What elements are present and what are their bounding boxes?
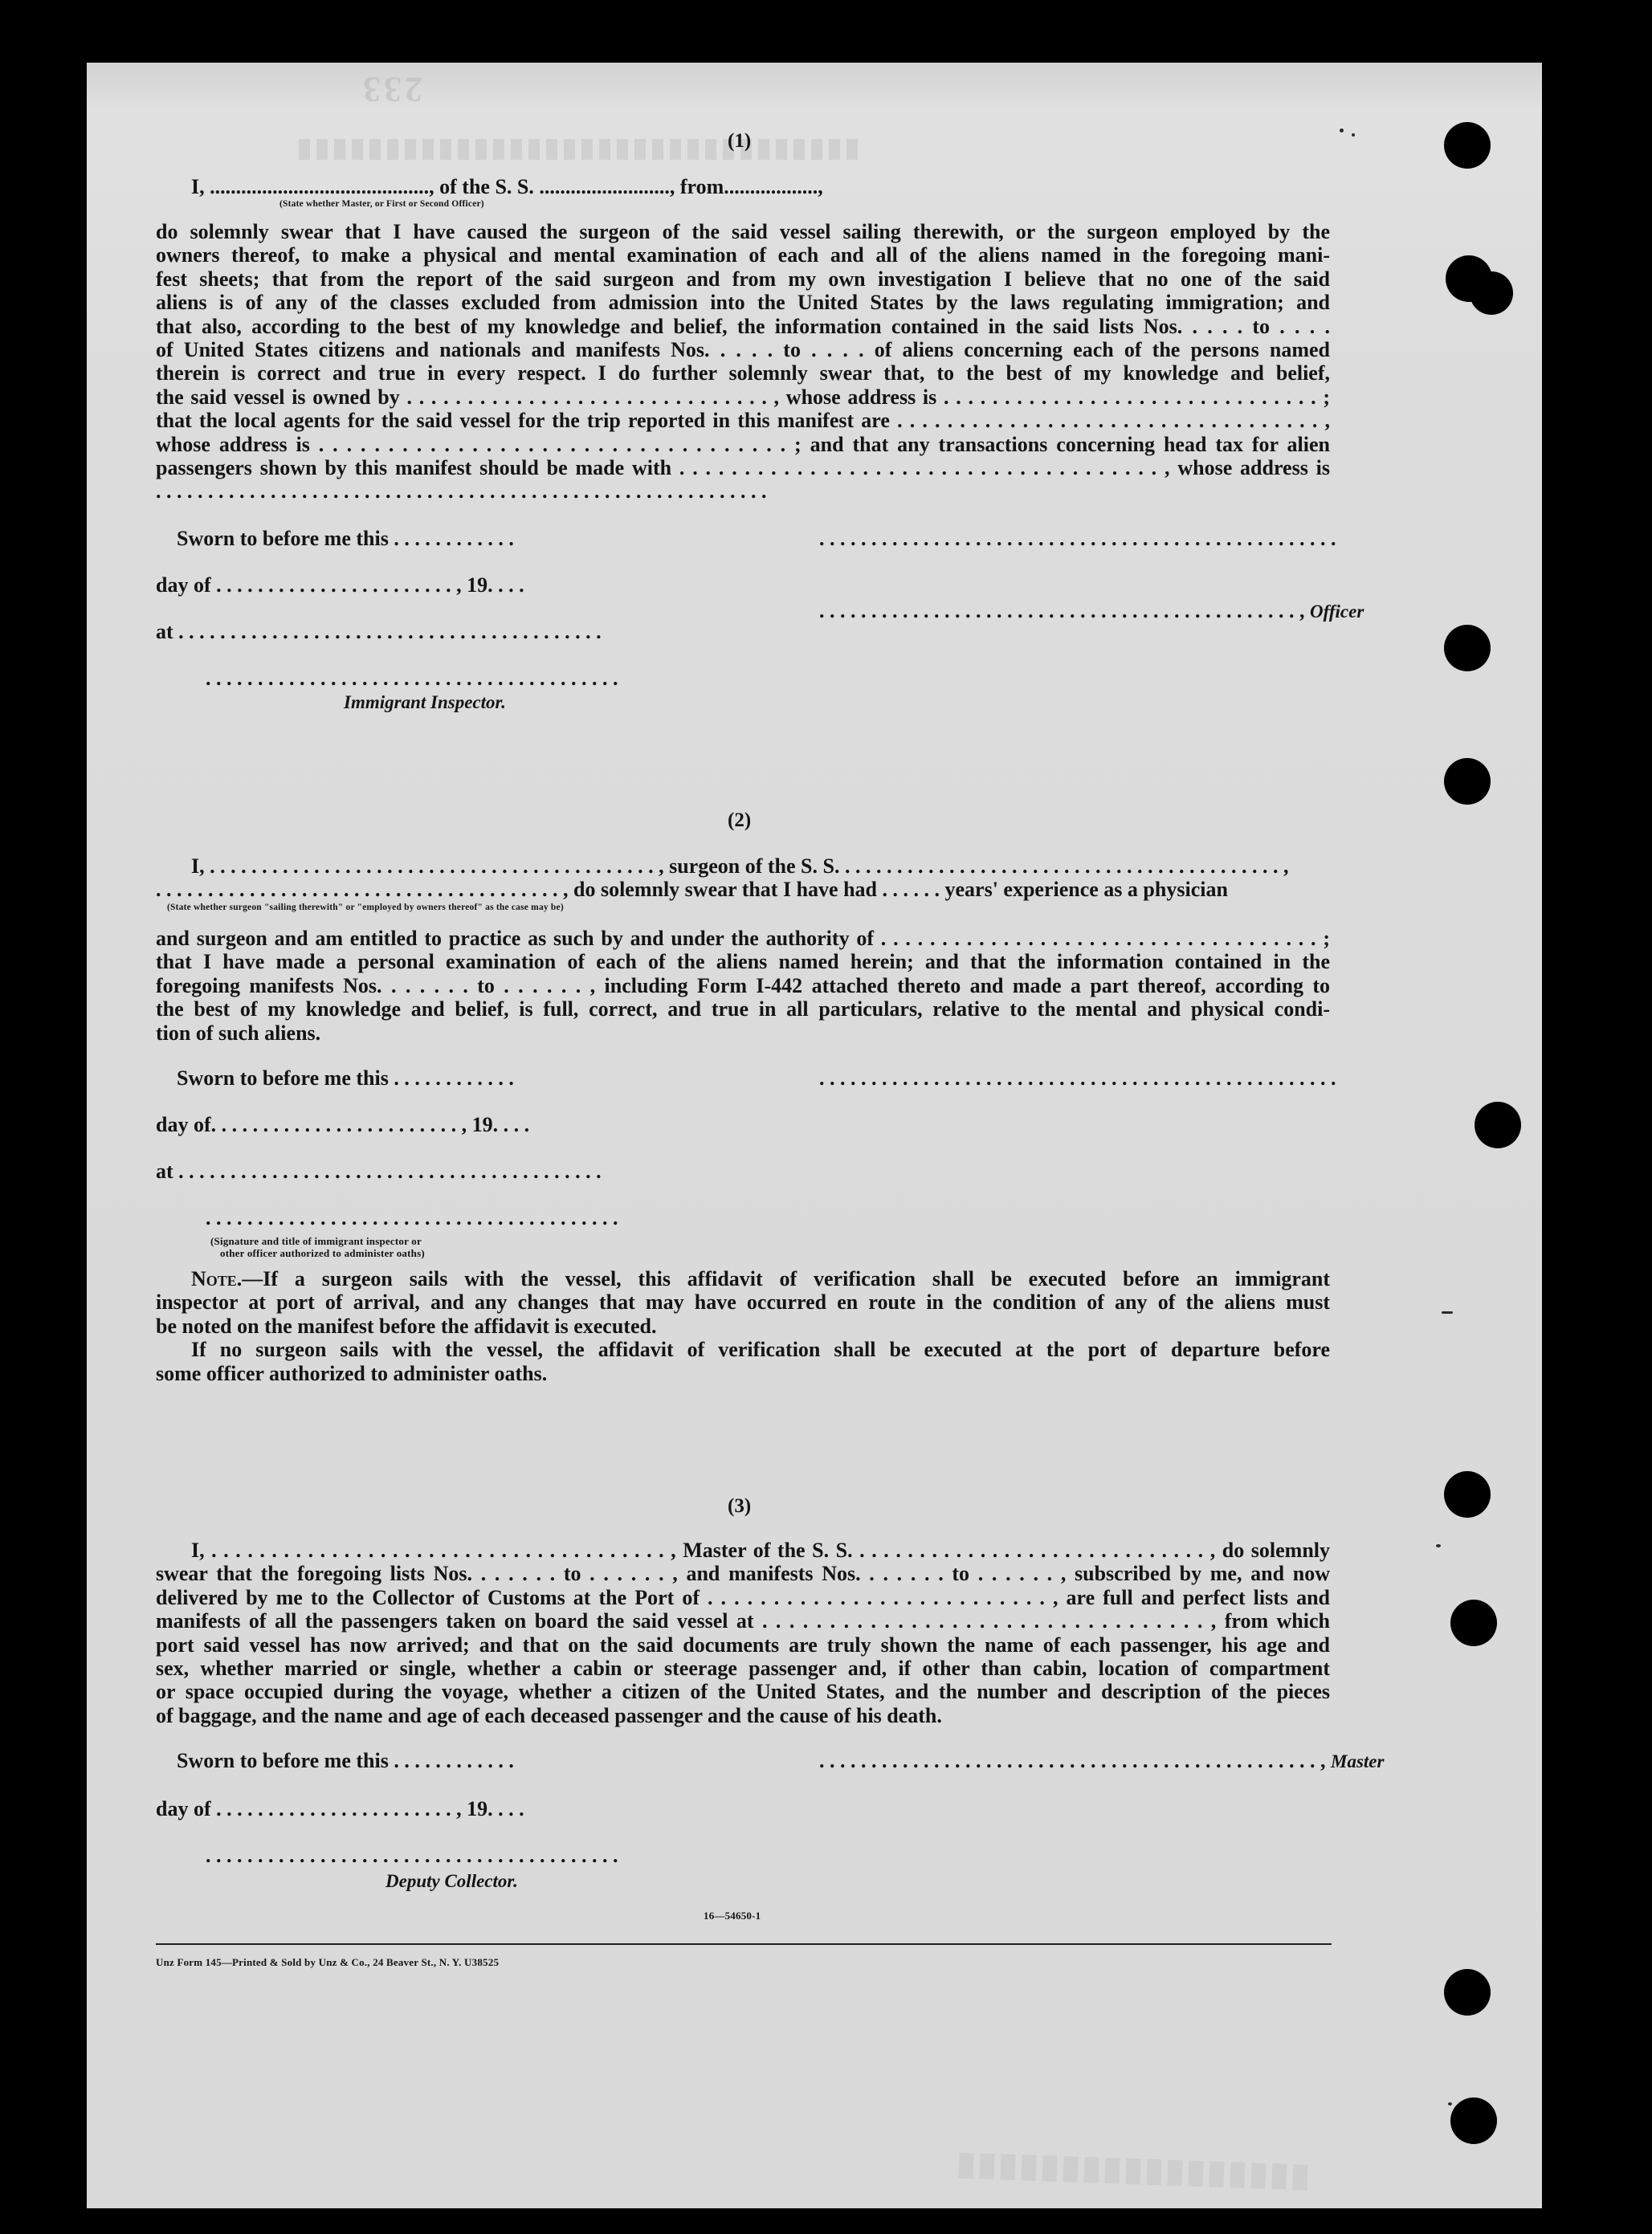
speck xyxy=(1442,1311,1453,1314)
speck xyxy=(1352,133,1355,137)
bleed-through-stamp: 233 xyxy=(360,70,422,109)
section-2-day-of-line: day of. . . . . . . . . . . . . . . . . . . . . . . . , 19. . . . xyxy=(156,1113,530,1136)
punch-hole xyxy=(1444,625,1491,671)
speck xyxy=(1448,2102,1452,2106)
section-3-sworn-line: Sworn to before me this . . . . . . . . . . . . xyxy=(177,1749,514,1772)
section-1-inspector-label: Immigrant Inspector. xyxy=(344,692,506,712)
form-number: 16—54650-1 xyxy=(704,1910,761,1922)
section-1-at-line: at . . . . . . . . . . . . . . . . . . . . . . . . . . . . . . . . . . . . . . . . . xyxy=(156,620,602,643)
section-3-day-of-line: day of . . . . . . . . . . . . . . . . . . . . . . . , 19. . . . xyxy=(156,1797,524,1820)
section-3-collector-dots: . . . . . . . . . . . . . . . . . . . . . . . . . . . . . . . . . . . . . . . . xyxy=(206,1844,618,1867)
section-2-note-paragraph: Note.—If a surgeon sails with the vessel, this affidavit of verification shall be executed before an immigrant inspector at port of arrival, and any changes that may have occurred en route in the condition of any of the aliens must be noted on the manifest before the affidavit is executed. If no surgeon sails with the vessel, the affidavit of verification shall be executed at the port of departure before some officer authorized to administer oaths. xyxy=(156,1267,1330,1385)
printer-footer: Unz Form 145—Printed & Sold by Unz & Co., 24 Beaver St., N. Y. U38525 xyxy=(156,1956,500,1968)
section-1-day-of-line: day of . . . . . . . . . . . . . . . . . . . . . . . , 19. . . . xyxy=(156,573,524,597)
section-2-signature-caption-1: (Signature and title of immigrant inspector or xyxy=(210,1235,422,1247)
section-1-signature-dots: . . . . . . . . . . . . . . . . . . . . . . . . . . . . . . . . . . . . . . . . . . . . . . . . . . xyxy=(819,527,1336,550)
section-3-heading: (3) xyxy=(728,1495,752,1517)
section-2-inspector-dots: . . . . . . . . . . . . . . . . . . . . . . . . . . . . . . . . . . . . . . . . xyxy=(206,1206,618,1229)
punch-hole xyxy=(1470,271,1513,315)
section-2-field-note: (State whether surgeon "sailing therewith" or "employed by owners thereof" as the case may be) xyxy=(167,903,564,912)
punch-hole xyxy=(1475,1102,1521,1148)
section-3-collector-label: Deputy Collector. xyxy=(385,1871,518,1891)
speck xyxy=(1340,128,1344,132)
punch-hole xyxy=(1444,758,1491,805)
section-2-second-line: . . . . . . . . . . . . . . . . . . . . . . . . . . . . . . . . . . . . . . . , do solemnly swear that I have had . . . . . . years' experience as a physician xyxy=(156,878,1228,901)
punch-hole xyxy=(1450,2097,1497,2144)
section-2-heading: (2) xyxy=(728,809,752,831)
section-2-at-line: at . . . . . . . . . . . . . . . . . . . . . . . . . . . . . . . . . . . . . . . . . xyxy=(156,1160,602,1183)
punch-hole xyxy=(1444,1969,1491,2016)
section-3-paragraph: I, . . . . . . . . . . . . . . . . . . . . . . . . . . . . . . . . . . . . . . , Master of the S. S. . . . . . . . . . . . . . . . . . . . . . . . . . . . . . , do solemnly swear that the foregoing lists Nos. . . . . . . to . . . . . . , and manifests Nos. . . . . . . to . . . . . . , subscribed by me, and now delivered by me to the Collector of Customs at the Port of . . . . . . . . . . . . . . . . . . . . . . . . . . , are full and perfect lists and manifests of all the passengers taken on board the said vessel at . . . . . . . . . . . . . . . . . . . . . . . . . . . . . . . . . , from which port said vessel has now arrived; and that on the said documents are truly shown the name of each passenger, his age and sex, whether married or single, whether a cabin or steerage passenger and, if other than cabin, location of compartment or space occupied during the voyage, whether a citizen of the United States, and the number and description of the pieces of baggage, and the name and age of each deceased passenger and the cause of his death. xyxy=(156,1539,1330,1727)
bleed-through-bottom xyxy=(954,2152,1308,2190)
document-page xyxy=(87,63,1542,2208)
section-1-paragraph: do solemnly swear that I have caused the surgeon of the said vessel sailing therewith, or the surgeon employed by the owners thereof, to make a physical and mental examination of each and all of the aliens named in the foregoing mani- fest sheets; that from the report of the said surgeon and from my own investigation I believe that no one of the said aliens is of any of the classes excluded from admission into the United States by the laws regulating immigration; and that also, according to the best of my knowledge and belief, the information contained in the said lists Nos. . . . . to . . . . of United States citizens and nationals and manifests Nos. . . . . to . . . . of aliens concerning each of the persons named therein is correct and true in every respect. I do further solemnly swear that, to the best of my knowledge and belief, the said vessel is owned by . . . . . . . . . . . . . . . . . . . . . . . . . . . . . . , whose address is . . . . . . . . . . . . . . . . . . . . . . . . . . . . . . . ; that the local agents for the said vessel for the trip reported in this manifest are . . . . . . . . . . . . . . . . . . . . . . . . . . . . . . . . . . , whose address is . . . . . . . . . . . . . . . . . . . . . . . . . . . . . . . . . . ; and that any transactions concerning head tax for alien passengers shown by this manifest should be made with . . . . . . . . . . . . . . . . . . . . . . . . . . . . . . . . . . . . . , whose address is . . . . . . . . . . . . . . . . . . . . . . . . . . . . . . . . . . . . . . . . . . . . . . . . . . . . . . . . . . . xyxy=(156,220,1330,503)
section-2-signature-caption-2: other officer authorized to administer oaths) xyxy=(220,1247,425,1259)
section-1-inspector-dots: . . . . . . . . . . . . . . . . . . . . . . . . . . . . . . . . . . . . . . . . xyxy=(206,667,618,690)
section-2-sworn-line: Sworn to before me this . . . . . . . . . . . . xyxy=(177,1066,514,1090)
section-1-heading: (1) xyxy=(728,130,752,152)
bleed-through-heading xyxy=(296,139,858,160)
section-2-signature-dots: . . . . . . . . . . . . . . . . . . . . . . . . . . . . . . . . . . . . . . . . . . . . . . . . . . xyxy=(819,1066,1336,1090)
section-2-paragraph: and surgeon and am entitled to practice as such by and under the authority of . . . . . . . . . . . . . . . . . . . . . . . . . . . . . . . . . . . . ; that I have made a personal examination of each of the aliens named herein; and that the information contained in the foregoing manifests Nos. . . . . . . to . . . . . . , including Form I-442 attached thereto and made a part thereof, according to the best of my knowledge and belief, is full, correct, and true in all particulars, relative to the mental and physical condi- tion of such aliens. xyxy=(156,927,1330,1045)
punch-hole xyxy=(1450,1600,1497,1646)
speck xyxy=(1436,1544,1441,1547)
footer-rule xyxy=(156,1943,1332,1945)
officer-label: Officer xyxy=(1310,601,1364,622)
section-1-officer-line: . . . . . . . . . . . . . . . . . . . . . . . . . . . . . . . . . . . . . . . . . . . . . . , Officer xyxy=(819,599,1364,622)
punch-hole xyxy=(1444,122,1491,169)
master-label: Master xyxy=(1331,1751,1385,1771)
section-1-sworn-line: Sworn to before me this . . . . . . . . . . . . xyxy=(177,527,514,550)
section-1-field-note: (State whether Master, or First or Second Officer) xyxy=(279,199,484,209)
section-1-first-line: I, .........................................., of the S. S. ........................., from.................., xyxy=(191,175,823,198)
punch-hole xyxy=(1444,1471,1491,1518)
section-2-first-line: I, . . . . . . . . . . . . . . . . . . . . . . . . . . . . . . . . . . . . . . . . . . . , surgeon of the S. S. . . . . . . . . . . . . . . . . . . . . . . . . . . . . . . . . . . . . . . . . . . , xyxy=(191,854,1289,878)
note-label: Note. xyxy=(191,1267,243,1290)
section-3-master-line: . . . . . . . . . . . . . . . . . . . . . . . . . . . . . . . . . . . . . . . . . . . . . . . . , Master xyxy=(819,1749,1385,1772)
